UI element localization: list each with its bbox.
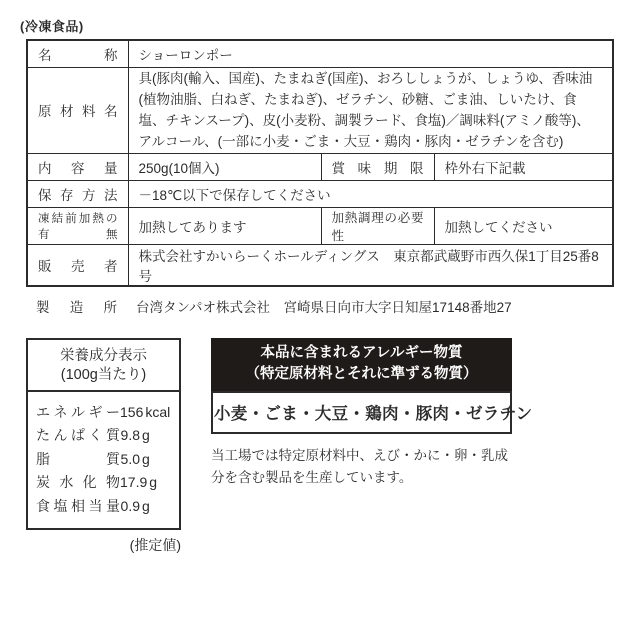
best-before-value: 枠外右下記載 <box>434 153 613 180</box>
nutrition-label: 脂質 <box>36 450 120 467</box>
bottom-section <box>26 338 614 555</box>
nutrition-value: 17.9 <box>120 474 148 491</box>
table-row-ingredients <box>27 67 613 153</box>
nutrition-value: 5.0 <box>120 450 140 467</box>
nutrition-value: 9.8 <box>120 427 140 444</box>
nutrition-unit: g <box>142 497 150 514</box>
ingredients-label: 原材料名 <box>27 67 128 153</box>
nutrition-value: 156 <box>120 403 144 420</box>
nutrition-label: 食塩相当量 <box>36 497 120 514</box>
nutrition-unit: g <box>149 474 158 491</box>
manufacturer-value: 台湾タンパオ株式会社 宮崎県日向市大字日知屋17148番地27 <box>136 299 512 315</box>
nutrition-column <box>26 338 181 555</box>
nutrition-row-protein <box>36 424 171 448</box>
nutrition-unit: g <box>142 450 150 467</box>
nutrition-header <box>28 340 179 392</box>
cook-required-label: 加熱調理の必要性 <box>321 207 434 244</box>
nutrition-label: たんぱく質 <box>36 427 120 444</box>
nutrition-title: 栄養成分表示 <box>60 347 147 364</box>
table-row-storage <box>27 180 613 207</box>
allergy-header-line2: （特定原材料とそれに準ずる物質） <box>245 365 478 382</box>
nutrition-label: 炭水化物 <box>36 474 120 491</box>
allergy-header <box>211 338 512 391</box>
seller-label: 販売者 <box>27 244 128 286</box>
ingredients-value: 具(豚肉(輸入、国産)、たまねぎ(国産)、おろししょうが、しょうゆ、香味油(植物油脂、白ねぎ、たまねぎ)、ゼラチン、砂糖、ごま油、しいたけ、食塩、チキンスープ)、皮(小麦粉、調製ラード、食塩)／調味料(アミノ酸等)、アルコール、(一部に小麦・ごま・大豆・鶏肉・豚肉・ゼラチンを含む) <box>128 67 613 153</box>
factory-allergen-note: 当工場では特定原材料中、えび・かに・卵・乳成分を含む製品を生産しています。 <box>211 447 508 486</box>
nutrition-estimate-note: (推定値) <box>129 536 181 553</box>
net-content-value: 250g(10個入) <box>128 153 321 180</box>
name-label: 名称 <box>27 40 128 67</box>
net-content-label: 内容量 <box>27 153 128 180</box>
manufacturer-label: 製造所 <box>36 299 117 315</box>
allergy-column <box>211 338 533 490</box>
name-value: ショーロンポー <box>128 40 613 67</box>
best-before-label: 賞味期限 <box>321 153 434 180</box>
nutrition-row-carbs <box>36 471 171 495</box>
preheat-value: 加熱してあります <box>128 207 321 244</box>
table-row-content-expiry <box>27 153 613 180</box>
manufacturer-row <box>26 296 614 316</box>
nutrition-row-salt <box>36 494 171 518</box>
nutrition-row-fat <box>36 447 171 471</box>
storage-value: －18℃以下で保存してください <box>128 180 613 207</box>
table-row-seller <box>27 244 613 286</box>
seller-value: 株式会社すかいらーくホールディングス 東京都武蔵野市西久保1丁目25番8号 <box>128 244 613 286</box>
table-row-name <box>27 40 613 67</box>
nutrition-unit: g <box>142 427 150 444</box>
table-row-heating <box>27 207 613 244</box>
nutrition-unit: kcal <box>145 403 171 420</box>
cook-required-value: 加熱してください <box>434 207 613 244</box>
storage-label: 保存方法 <box>27 180 128 207</box>
nutrition-value: 0.9 <box>120 497 140 514</box>
nutrition-row-energy <box>36 400 171 424</box>
allergy-header-line1: 本品に含まれるアレルギー物質 <box>260 344 463 361</box>
preheat-label: 凍結前加熱の有無 <box>27 207 128 244</box>
allergy-items: 小麦・ごま・大豆・鶏肉・豚肉・ゼラチン <box>211 391 512 434</box>
spec-table <box>26 39 614 287</box>
frozen-food-note: (冷凍食品) <box>20 19 84 34</box>
nutrition-subtitle: (100g当たり) <box>60 366 147 383</box>
nutrition-rows <box>28 392 179 528</box>
nutrition-panel <box>26 338 181 530</box>
nutrition-label: エネルギー <box>36 403 120 420</box>
